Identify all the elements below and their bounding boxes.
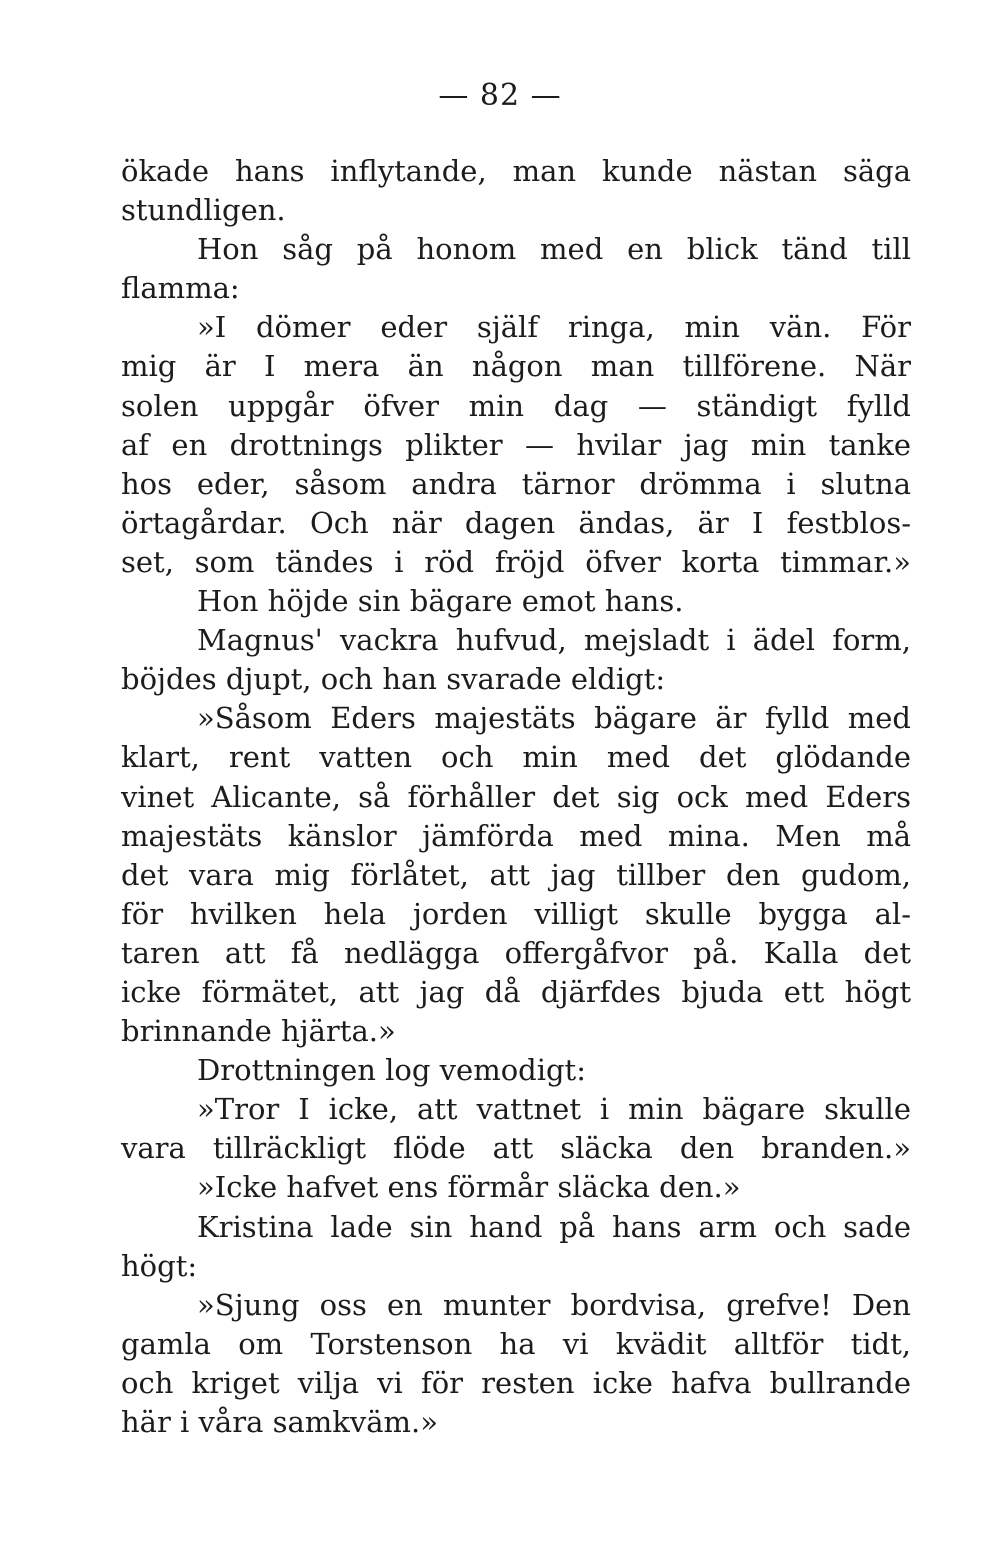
text-line: ökade hans inflytande, man kunde nästan säga <box>121 154 911 188</box>
text-line: set, som tändes i röd fröjd öfver korta timmar.» <box>121 544 911 579</box>
page-number: — 82 — <box>438 78 562 113</box>
text-line: »I dömer eder själf ringa, min vän. För <box>197 310 911 345</box>
text-line: örtagårdar. Och när dagen ändas, är I festblos- <box>121 505 911 540</box>
text-line: solen uppgår öfver min dag — ständigt fylld <box>121 388 911 423</box>
text-line: böjdes djupt, och han svarade eldigt: <box>121 662 666 697</box>
text-line: det vara mig förlåtet, att jag tillber den gudom, <box>121 857 911 892</box>
text-line: gamla om Torstenson ha vi kvädit alltför tidt, <box>121 1326 911 1361</box>
text-line: för hvilken hela jorden villigt skulle bygga al- <box>121 896 911 931</box>
text-line: Magnus' vackra hufvud, mejsladt i ädel form, <box>197 623 911 658</box>
text-line: Kristina lade sin hand på hans arm och sade <box>197 1209 911 1244</box>
text-line: Drottningen log vemodigt: <box>197 1053 586 1088</box>
text-line: majestäts känslor jämförda med mina. Men må <box>121 818 911 853</box>
text-line: flamma: <box>121 271 240 306</box>
text-line: af en drottnings plikter — hvilar jag min tanke <box>121 427 911 462</box>
text-line: taren att få nedlägga offergåfvor på. Kalla det <box>121 935 911 970</box>
text-line: »Såsom Eders majestäts bägare är fylld med <box>197 701 911 736</box>
text-line: här i våra samkväm.» <box>121 1405 438 1439</box>
text-line: och kriget vilja vi för resten icke hafva bullrande <box>121 1365 911 1400</box>
text-line: högt: <box>121 1248 198 1283</box>
text-line: hos eder, såsom andra tärnor drömma i slutna <box>121 466 911 501</box>
text-line: »Sjung oss en munter bordvisa, grefve! Den <box>197 1287 911 1322</box>
text-line: stundligen. <box>121 193 286 228</box>
text-line: brinnande hjärta.» <box>121 1014 396 1049</box>
body-text <box>121 152 911 1442</box>
text-line: vinet Alicante, så förhåller det sig ock med Eders <box>121 779 911 814</box>
text-line: Hon såg på honom med en blick tänd till <box>197 232 911 267</box>
text-line: vara tillräckligt flöde att släcka den branden.» <box>121 1131 911 1166</box>
text-line: icke förmätet, att jag då djärfdes bjuda ett högt <box>121 974 911 1009</box>
text-line: klart, rent vatten och min med det glödande <box>121 740 911 775</box>
text-line: mig är I mera än någon man tillförene. När <box>121 349 911 384</box>
text-line: Hon höjde sin bägare emot hans. <box>197 584 684 619</box>
text-line: »Icke hafvet ens förmår släcka den.» <box>197 1170 741 1205</box>
text-line: »Tror I icke, att vattnet i min bägare skulle <box>197 1092 911 1127</box>
